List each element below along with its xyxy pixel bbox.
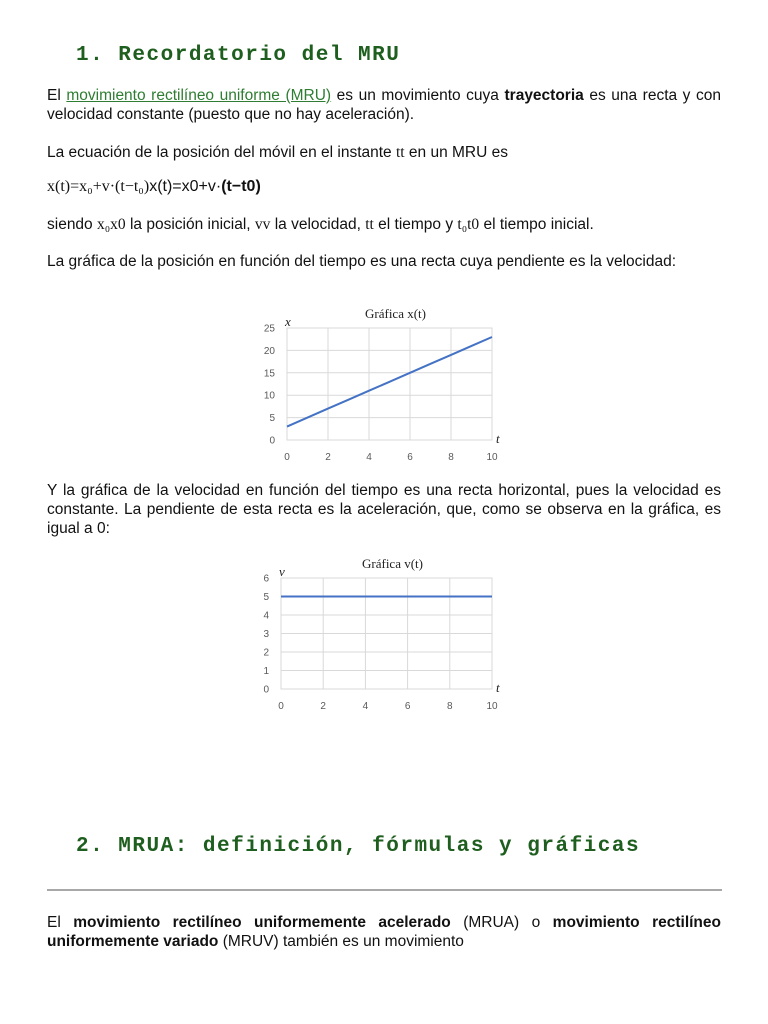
text-fragment: (MRUA) o [463,914,541,931]
y-tick-label: 2 [263,647,269,659]
y-axis-label: v [279,564,285,579]
text-fragment: El [47,87,61,104]
x-axis-label: t [496,431,500,446]
y-tick-label: 5 [269,413,275,425]
y-tick-label: 1 [263,666,269,677]
position-time-chart [246,300,516,468]
x-tick-label: 8 [448,452,454,463]
velocity-time-chart [246,552,516,716]
y-tick-label: 6 [263,573,269,585]
paragraph-variables [47,215,721,234]
equation-part: (t−t0) [221,178,261,195]
x-tick-label: 6 [404,701,411,712]
section-heading-mru: 1. Recordatorio del MRU [76,44,401,67]
horizontal-divider [47,889,722,891]
math-symbol: tt [395,144,405,161]
text-fragment: El [47,914,61,931]
position-equation [47,178,261,196]
plot-area [287,328,492,440]
text-fragment: el tiempo inicial. [483,216,594,233]
math-symbol: vv [254,216,271,233]
paragraph-mrua-definition [47,913,721,951]
text-fragment: la posición inicial, [129,216,251,233]
y-tick-label: 10 [263,390,275,402]
y-tick-label: 0 [269,435,275,447]
section-heading-mrua: 2. MRUA: definición, fórmulas y gráficas [76,835,641,858]
math-symbol: tt [365,216,374,233]
text-fragment: en un MRU es [408,144,508,161]
y-tick-label: 25 [263,323,275,335]
text-fragment: siendo [47,216,93,233]
x-tick-label: 0 [284,452,290,463]
text-fragment: es un movimiento cuya [336,87,499,104]
equation-part: x(t)=x0+v· [149,178,222,195]
x-tick-label: 4 [366,452,372,463]
chart-title: Gráfica x(t) [365,306,426,321]
y-tick-label: 15 [263,368,275,380]
x-tick-label: 2 [325,452,331,463]
mru-link[interactable]: movimiento rectilíneo uniforme (MRU) [66,87,332,104]
y-axis-label: x [285,314,291,329]
paragraph-equation-intro [47,143,721,162]
chart-title: Gráfica v(t) [362,556,423,571]
x-tick-label: 6 [407,452,413,463]
y-tick-label: 3 [263,629,269,640]
equation-part: x(t)=x₀+v·(t−t₀) [47,178,150,195]
x-tick-label: 8 [447,701,453,712]
x-tick-label: 2 [320,701,326,712]
x-tick-label: 10 [486,452,498,463]
paragraph-position-graph: La gráfica de la posición en función del tiempo es una recta cuya pendiente es la velocidad: [47,253,677,270]
text-fragment: es una recta y con velocidad constante (puesto que no hay aceleración). [47,87,721,123]
text-fragment: la velocidad, [274,216,361,233]
paragraph-mru-definition [47,86,721,124]
bold-term: trayectoria [504,87,584,104]
text-fragment: (MRUV) también es un movimiento [222,933,464,950]
text-fragment: La ecuación de la posición del móvil en el instante [47,144,392,161]
text-fragment: el tiempo y [378,216,454,233]
y-tick-label: 5 [263,592,269,603]
bold-term: movimiento rectilíneo uniformemente acelerado [73,914,451,931]
x-tick-label: 10 [486,701,498,712]
x-tick-label: 0 [278,701,284,712]
y-tick-label: 0 [263,684,269,696]
y-tick-label: 20 [263,345,275,357]
bold-term: movimiento rectilíneo uniformemente variado [47,914,721,950]
y-tick-label: 4 [263,610,269,622]
paragraph-velocity-graph: Y la gráfica de la velocidad en función del tiempo es una recta horizontal, pues la velocidad es constante. La pendiente de esta recta es la aceleración, que, como se observa en la gráfica, es igual a 0: [47,482,721,537]
x-axis-label: t [496,680,500,695]
x-tick-label: 4 [362,701,369,712]
math-symbol: x₀x0 [97,216,126,233]
math-symbol: t₀t0 [457,216,480,233]
